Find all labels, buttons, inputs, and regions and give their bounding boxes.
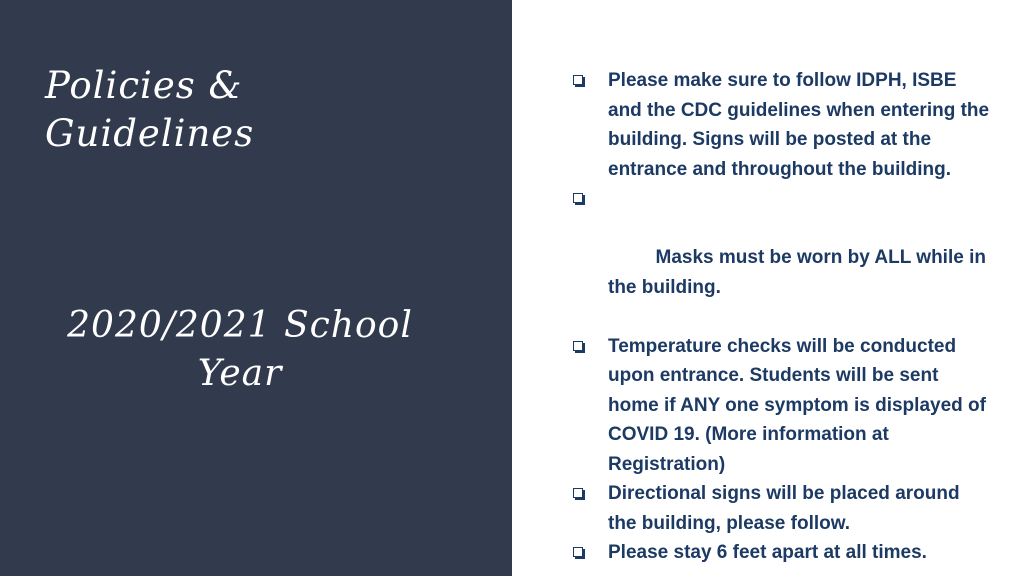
guideline-item	[572, 184, 992, 332]
square-bullet-icon	[573, 341, 583, 351]
guideline-text: Temperature checks will be conducted upon entrance. Students will be sent home if ANY one symptom is displayed of COVID 19. (More information at Registration)	[608, 335, 986, 475]
guideline-item	[572, 332, 992, 480]
square-bullet-icon	[573, 193, 583, 203]
subtitle-line-2: Year	[197, 353, 283, 394]
slide-subtitle	[40, 302, 440, 398]
guideline-text: Please make sure to follow IDPH, ISBE and the CDC guidelines when entering the building. Signs will be posted at the entrance and throughout the building.	[608, 70, 990, 180]
title-line-2: Guidelines	[45, 112, 255, 155]
guidelines-list	[572, 66, 992, 568]
guideline-text: Masks must be worn by ALL while in the building.	[608, 247, 992, 298]
guideline-text: Please stay 6 feet apart at all times.	[608, 542, 927, 563]
title-line-1: Policies &	[45, 64, 243, 107]
square-bullet-icon	[573, 547, 583, 557]
guideline-item	[572, 66, 992, 184]
subtitle-line-1: 2020/2021 School	[67, 305, 413, 346]
slide-title	[45, 62, 465, 158]
square-bullet-icon	[573, 75, 583, 85]
guideline-text: Directional signs will be placed around the building, please follow.	[608, 483, 960, 534]
guideline-item	[572, 538, 992, 568]
right-panel	[512, 0, 1024, 576]
guideline-item	[572, 479, 992, 538]
square-bullet-icon	[573, 488, 583, 498]
